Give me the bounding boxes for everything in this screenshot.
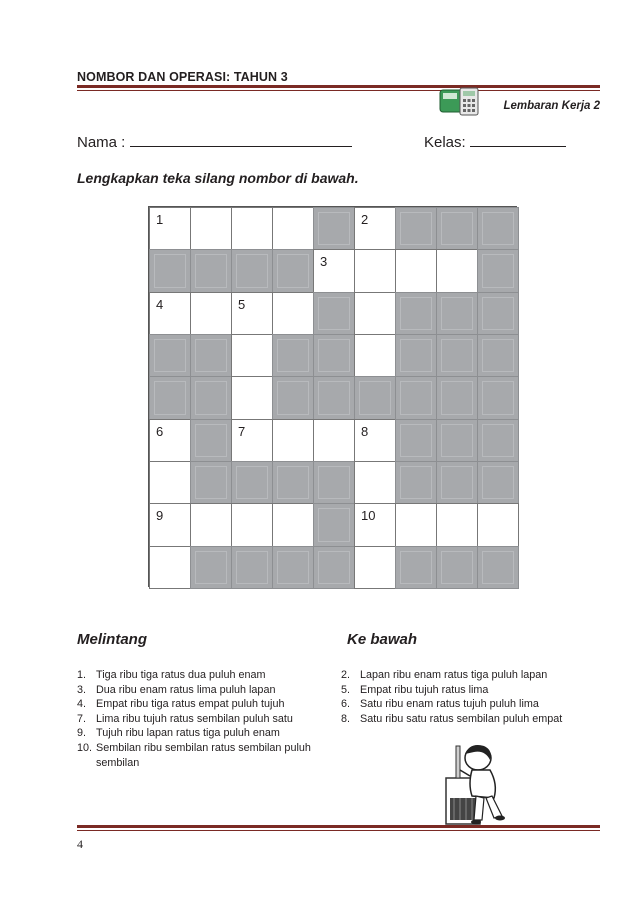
crossword-answer-cell[interactable]: [272, 503, 314, 546]
crossword-answer-cell[interactable]: [354, 546, 396, 589]
clue-item: [77, 697, 339, 712]
crossword-block-cell: [477, 461, 519, 504]
crossword-block-cell: [313, 376, 355, 419]
instruction-text: Lengkapkan teka silang nombor di bawah.: [77, 170, 359, 186]
crossword-answer-cell[interactable]: [477, 503, 519, 546]
crossword-block-cell: [395, 419, 437, 462]
clue-item-number: 6.: [341, 698, 351, 711]
clue-number: 6: [156, 423, 164, 439]
crossword-answer-cell[interactable]: [354, 503, 396, 546]
crossword-answer-cell[interactable]: [272, 419, 314, 462]
crossword-block-cell: [436, 546, 478, 589]
crossword-block-cell: [231, 461, 273, 504]
crossword-block-cell: [190, 334, 232, 377]
crossword-grid: [148, 206, 517, 587]
clue-number: 5: [238, 296, 246, 312]
class-field: [424, 133, 566, 151]
crossword-answer-cell[interactable]: [149, 292, 191, 335]
crossword-block-cell: [313, 292, 355, 335]
boy-at-bookshelf-icon: [438, 740, 518, 828]
worksheet-label: Lembaran Kerja 2: [503, 100, 600, 112]
clue-item-text: Tiga ribu tiga ratus dua puluh enam: [96, 669, 266, 681]
crossword-block-cell: [231, 249, 273, 292]
crossword-answer-cell[interactable]: [231, 376, 273, 419]
page-number: 4: [77, 837, 83, 851]
crossword-block-cell: [313, 546, 355, 589]
crossword-answer-cell[interactable]: [395, 503, 437, 546]
crossword-answer-cell[interactable]: [231, 207, 273, 250]
crossword-block-cell: [313, 334, 355, 377]
crossword-block-cell: [477, 376, 519, 419]
crossword-block-cell: [354, 376, 396, 419]
crossword-answer-cell[interactable]: [231, 419, 273, 462]
clue-item-text: Tujuh ribu lapan ratus tiga puluh enam: [96, 727, 280, 740]
crossword-answer-cell[interactable]: [149, 461, 191, 504]
crossword-block-cell: [190, 249, 232, 292]
crossword-answer-cell[interactable]: [354, 249, 396, 292]
worksheet-tag: [438, 86, 600, 120]
crossword-answer-cell[interactable]: [190, 207, 232, 250]
clue-item-text: Satu ribu enam ratus tujuh puluh lima: [360, 698, 539, 711]
crossword-block-cell: [313, 503, 355, 546]
crossword-block-cell: [436, 292, 478, 335]
crossword-block-cell: [149, 376, 191, 419]
crossword-answer-cell[interactable]: [149, 419, 191, 462]
crossword-block-cell: [272, 249, 314, 292]
crossword-block-cell: [272, 546, 314, 589]
crossword-answer-cell[interactable]: [231, 292, 273, 335]
clue-item-number: 10.: [77, 741, 93, 754]
down-clue-list: [341, 668, 599, 726]
clue-item: [341, 668, 599, 683]
class-label: Kelas:: [424, 134, 466, 151]
crossword-block-cell: [272, 334, 314, 377]
crossword-block-cell: [477, 249, 519, 292]
clue-item-text: Empat ribu tujuh ratus lima: [360, 683, 489, 696]
crossword-block-cell: [436, 207, 478, 250]
crossword-answer-cell[interactable]: [190, 292, 232, 335]
clue-item-number: 1.: [77, 669, 87, 681]
crossword-answer-cell[interactable]: [149, 503, 191, 546]
calculator-icon: [438, 86, 480, 118]
clue-number: 1: [156, 212, 164, 227]
name-field: [77, 133, 352, 151]
crossword-answer-cell[interactable]: [272, 292, 314, 335]
crossword-block-cell: [436, 461, 478, 504]
clue-number: 2: [361, 212, 369, 227]
clue-item-text: Dua ribu enam ratus lima puluh lapan: [96, 683, 276, 696]
across-clue-list: [77, 668, 339, 770]
crossword-block-cell: [395, 546, 437, 589]
clue-item: [341, 683, 599, 698]
crossword-block-cell: [477, 419, 519, 462]
crossword-block-cell: [436, 419, 478, 462]
crossword-answer-cell[interactable]: [354, 292, 396, 335]
clue-item-text: Sembilan ribu sembilan ratus sembilan puluh sembilan: [96, 741, 311, 769]
clue-item-number: 9.: [77, 727, 87, 740]
clue-number: 3: [320, 254, 328, 270]
crossword-block-cell: [477, 546, 519, 589]
down-title: Ke bawah: [347, 631, 418, 648]
footer-rule: [77, 825, 600, 831]
crossword-block-cell: [477, 334, 519, 377]
crossword-block-cell: [231, 546, 273, 589]
clue-item: [77, 726, 339, 741]
clue-item-number: 4.: [77, 698, 87, 711]
clue-item-text: Empat ribu tiga ratus empat puluh tujuh: [96, 698, 285, 711]
crossword-answer-cell[interactable]: [231, 334, 273, 377]
crossword-block-cell: [190, 376, 232, 419]
name-label: Nama :: [77, 134, 126, 151]
crossword-block-cell: [436, 376, 478, 419]
clue-number: 8: [361, 423, 369, 439]
clue-item-text: Lima ribu tujuh ratus sembilan puluh satu: [96, 712, 293, 725]
clue-item: [341, 697, 599, 712]
clue-number: 10: [361, 508, 376, 524]
crossword-answer-cell[interactable]: [354, 334, 396, 377]
clue-number: 9: [156, 508, 164, 524]
crossword-answer-cell[interactable]: [149, 207, 191, 250]
crossword-block-cell: [190, 461, 232, 504]
crossword-answer-cell[interactable]: [436, 249, 478, 292]
crossword-block-cell: [149, 249, 191, 292]
clue-item-number: 5.: [341, 683, 351, 696]
clue-item-number: 2.: [341, 669, 351, 681]
clue-number: 7: [238, 423, 246, 439]
crossword-block-cell: [313, 461, 355, 504]
worksheet-header-title: NOMBOR DAN OPERASI: TAHUN 3: [77, 70, 288, 84]
across-title: Melintang: [77, 631, 147, 648]
crossword-block-cell: [395, 334, 437, 377]
clue-item: [77, 668, 339, 683]
class-blank[interactable]: [470, 133, 566, 147]
clue-item: [77, 741, 339, 770]
crossword-block-cell: [272, 376, 314, 419]
crossword-block-cell: [313, 207, 355, 250]
clue-item: [77, 683, 339, 698]
crossword-block-cell: [395, 292, 437, 335]
crossword-block-cell: [395, 376, 437, 419]
crossword-block-cell: [190, 419, 232, 462]
crossword-answer-cell[interactable]: [272, 207, 314, 250]
clue-item-text: Satu ribu satu ratus sembilan puluh empat: [360, 712, 563, 725]
crossword-block-cell: [190, 546, 232, 589]
clue-item: [341, 712, 599, 727]
crossword-block-cell: [477, 207, 519, 250]
crossword-answer-cell[interactable]: [231, 503, 273, 546]
crossword-answer-cell[interactable]: [436, 503, 478, 546]
crossword-answer-cell[interactable]: [354, 461, 396, 504]
clue-item: [77, 712, 339, 727]
crossword-answer-cell[interactable]: [149, 546, 191, 589]
crossword-answer-cell[interactable]: [354, 207, 396, 250]
crossword-block-cell: [149, 334, 191, 377]
crossword-block-cell: [436, 334, 478, 377]
crossword-answer-cell[interactable]: [354, 419, 396, 462]
crossword-answer-cell[interactable]: [313, 249, 355, 292]
crossword-answer-cell[interactable]: [395, 249, 437, 292]
crossword-answer-cell[interactable]: [313, 419, 355, 462]
clue-item-text: Lapan ribu enam ratus tiga puluh lapan: [360, 669, 548, 681]
clue-item-number: 7.: [77, 712, 87, 725]
clue-number: 4: [156, 296, 164, 312]
clue-item-number: 8.: [341, 712, 351, 725]
clue-item-number: 3.: [77, 683, 87, 696]
crossword-block-cell: [395, 461, 437, 504]
crossword-block-cell: [477, 292, 519, 335]
crossword-block-cell: [395, 207, 437, 250]
crossword-block-cell: [272, 461, 314, 504]
name-blank[interactable]: [130, 133, 352, 147]
crossword-answer-cell[interactable]: [190, 503, 232, 546]
